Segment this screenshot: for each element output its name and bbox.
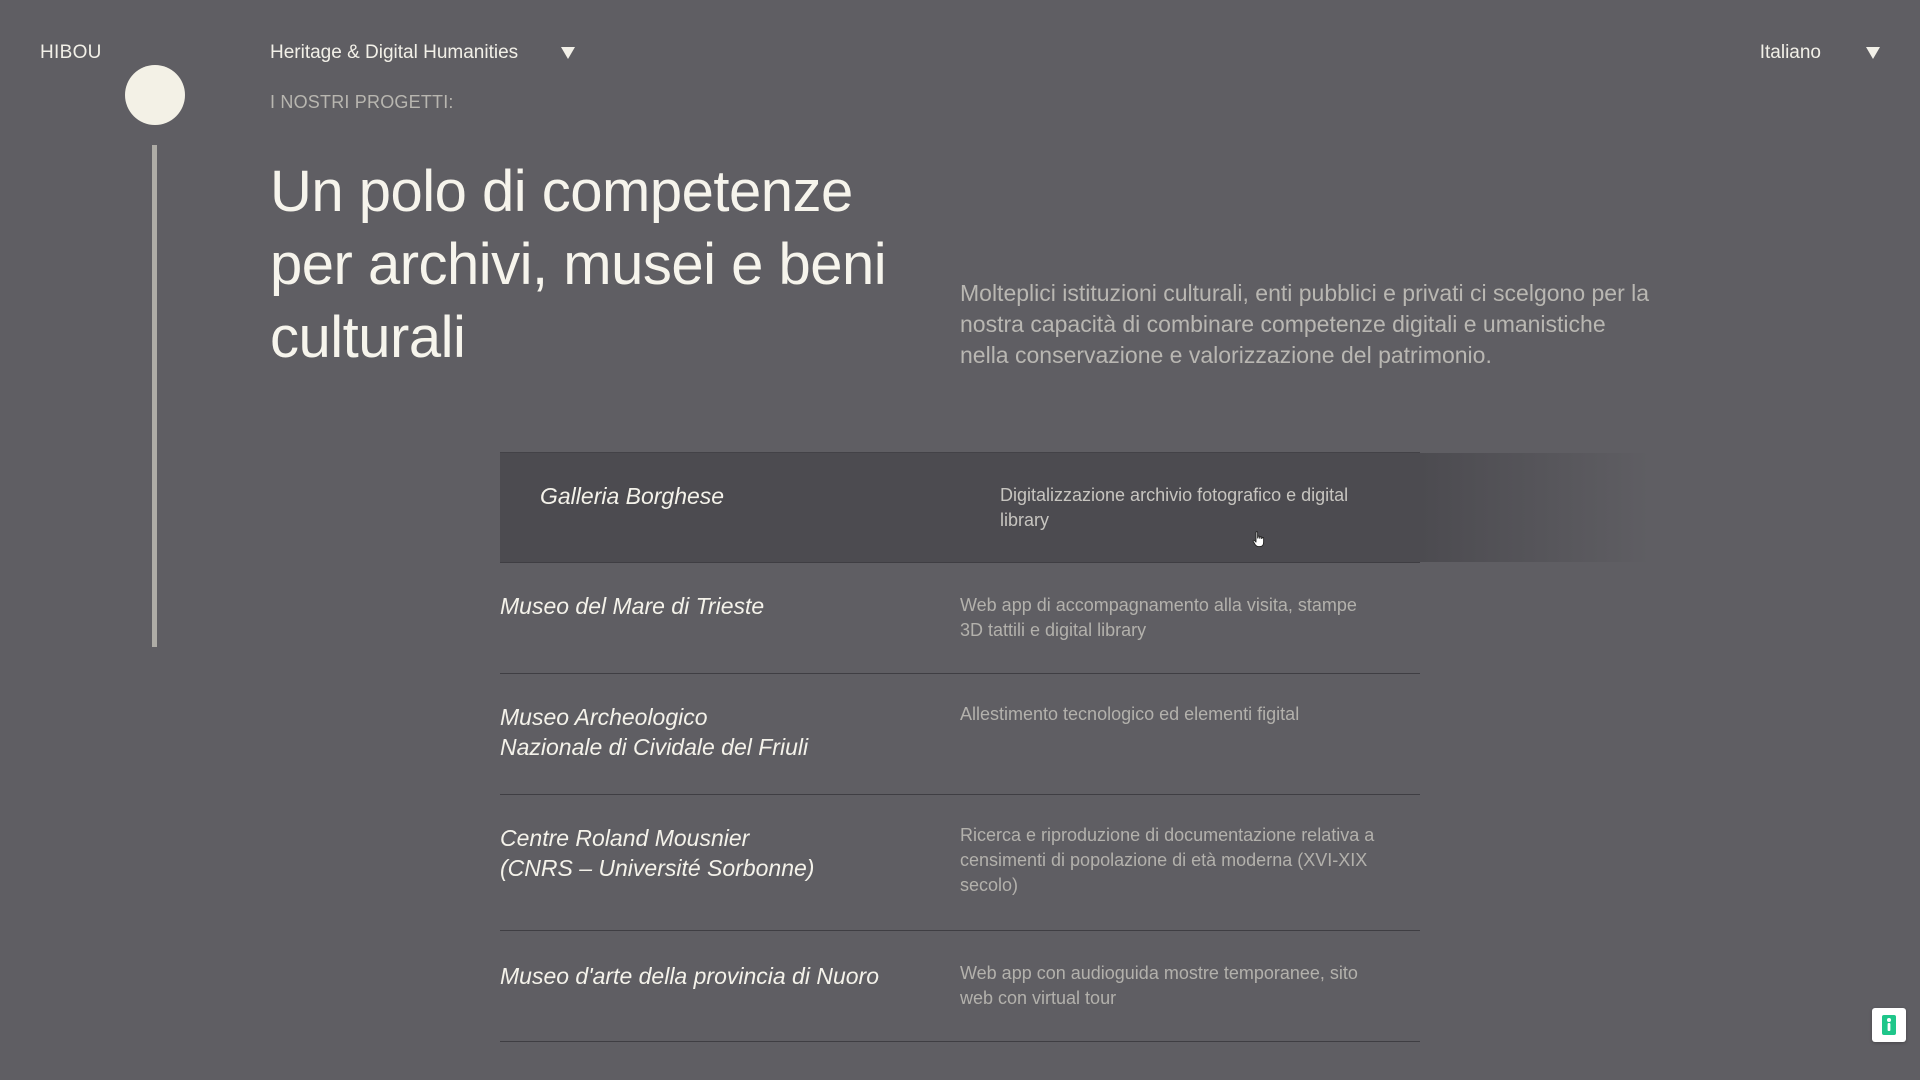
- accessibility-widget-button[interactable]: [1872, 1008, 1906, 1042]
- caret-down-icon: [561, 47, 575, 59]
- accessibility-icon: [1881, 1014, 1897, 1036]
- project-description: Digitalizzazione archivio fotografico e digital library: [1000, 485, 1349, 530]
- timeline-dot: [125, 65, 185, 125]
- project-name-line: Museo Archeologico: [500, 704, 708, 730]
- hand-pointer-icon: [1252, 531, 1266, 548]
- section-eyebrow: I NOSTRI PROGETTI:: [270, 92, 454, 112]
- projects-list: [500, 452, 1420, 1042]
- project-row-centre-roland-mousnier[interactable]: [500, 795, 1420, 931]
- section-dropdown-label: Heritage & Digital Humanities: [270, 42, 519, 63]
- project-description: Ricerca e riproduzione di documentazione relativa a censimenti di popolazione di età moderna (XVI-XIX secolo): [960, 825, 1375, 895]
- language-dropdown[interactable]: [1760, 42, 1880, 64]
- project-name: [500, 823, 960, 930]
- project-name-line: Centre Roland Mousnier: [500, 825, 750, 851]
- project-description: Allestimento tecnologico ed elementi figital: [960, 704, 1300, 724]
- timeline-line: [152, 145, 157, 647]
- project-name-line: (CNRS – Université Sorbonne): [500, 855, 815, 881]
- language-dropdown-label: Italiano: [1759, 42, 1821, 63]
- project-name: [500, 961, 960, 1041]
- project-name: [500, 702, 960, 794]
- page-title: Un polo di competenze per archivi, musei e beni culturali: [270, 159, 887, 370]
- intro-paragraph: Molteplici istituzioni culturali, enti pubblici e privati ci scelgono per la nostra capacità di combinare competenze digitali e umanistiche nella conservazione e valorizzazione del patrimonio.: [960, 280, 1650, 368]
- project-description: Web app di accompagnamento alla visita, stampe 3D tattili e digital library: [960, 595, 1357, 640]
- project-row-museo-arte-nuoro[interactable]: [500, 931, 1420, 1042]
- section-dropdown[interactable]: [270, 42, 575, 64]
- logo[interactable]: HIBOU: [40, 42, 102, 63]
- project-name: [500, 481, 1000, 562]
- project-row-galleria-borghese[interactable]: [500, 453, 1420, 563]
- project-description: Web app con audioguida mostre temporanee, sito web con virtual tour: [960, 963, 1358, 1008]
- project-name-line: Museo d'arte della provincia di Nuoro: [500, 963, 879, 989]
- project-name-line: Galleria Borghese: [540, 483, 725, 509]
- caret-down-icon: [1866, 47, 1880, 59]
- project-row-museo-mare-trieste[interactable]: [500, 563, 1420, 674]
- project-name-line: Museo del Mare di Trieste: [500, 593, 765, 619]
- project-row-museo-archeologico-cividale[interactable]: [500, 674, 1420, 795]
- project-name: [500, 591, 960, 673]
- project-name-line: Nazionale di Cividale del Friuli: [500, 734, 809, 760]
